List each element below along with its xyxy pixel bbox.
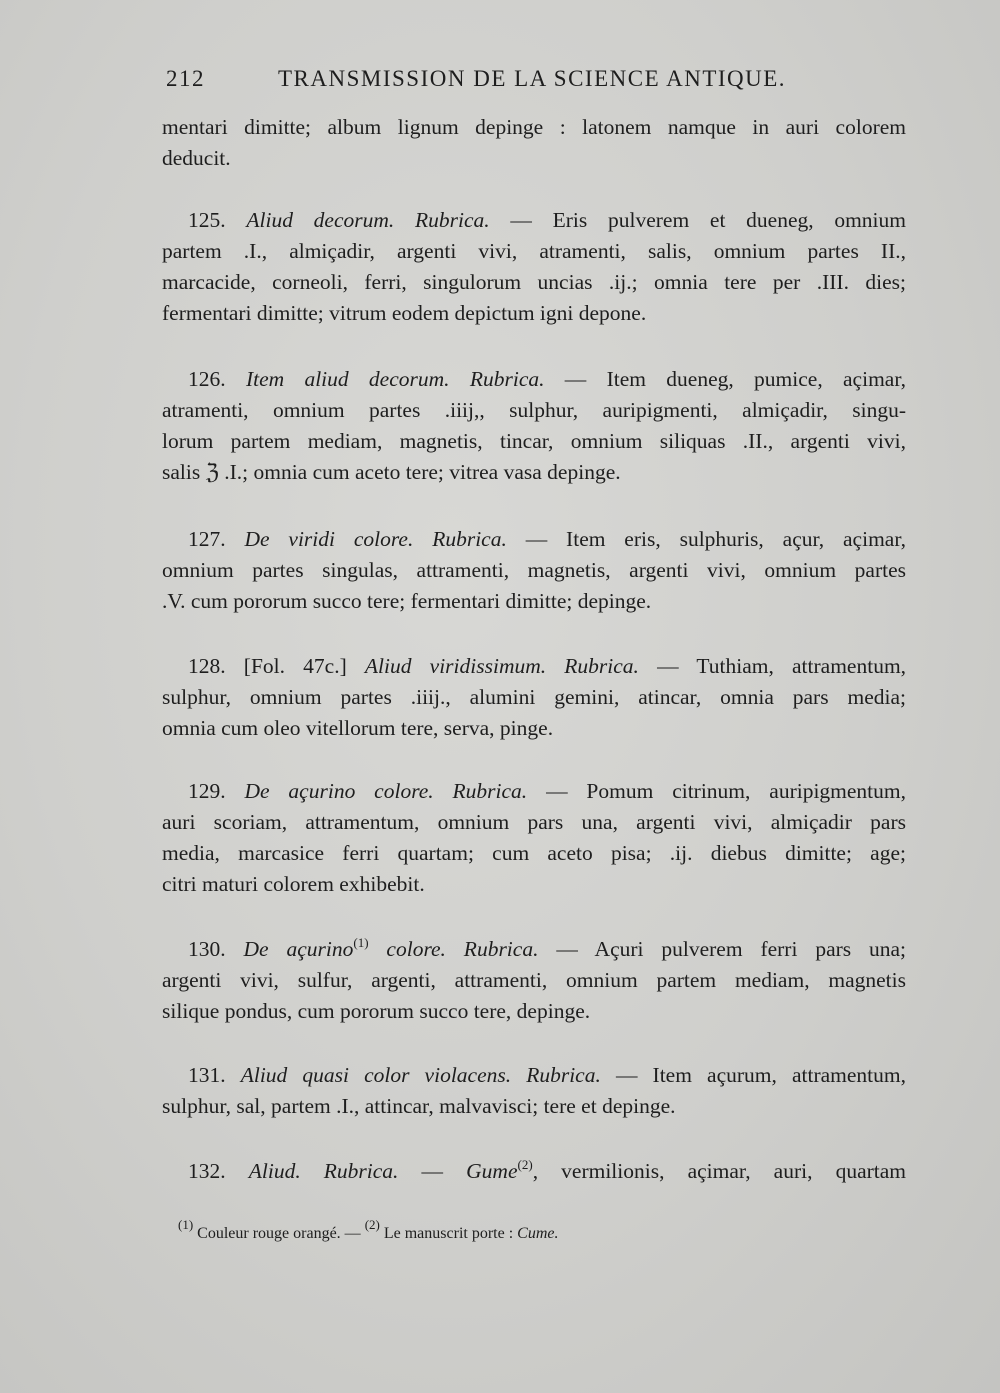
recipe-125 (162, 205, 906, 329)
text-line: silique pondus, cum pororum succo tere, depinge. (162, 999, 591, 1023)
text-line: omnia cum oleo vitellorum tere, serva, pinge. (162, 716, 554, 740)
recipe-text: — Açuri pulverem ferri pars una; (556, 937, 907, 961)
recipe-text: — Item açurum, attramentum, (615, 1063, 907, 1087)
running-header (166, 66, 802, 100)
recipe-number: 125. (188, 208, 226, 232)
footnote-reference: (2) (517, 1157, 533, 1172)
text-line: citri maturi colorem exhibebit. (162, 872, 425, 896)
text-line: sulphur, omnium partes .iiij., alumini gemini, atincar, omnia pars media; (162, 685, 906, 709)
footnote-italic: Cume. (517, 1225, 559, 1242)
footnote-marker: (2) (364, 1217, 380, 1232)
text-line (162, 934, 906, 965)
text-line (162, 651, 906, 682)
text-line (162, 1156, 906, 1187)
recipe-number: 127. (188, 527, 226, 551)
text-line (162, 205, 906, 236)
footnotes (178, 1217, 559, 1246)
recipe-text: — Eris pulverem et dueneg, omnium (510, 208, 907, 232)
recipe-130 (162, 934, 906, 1027)
recipe-text: — Pomum citrinum, auripigmentum, (546, 779, 907, 803)
footnote-marker: (1) (178, 1217, 194, 1232)
recipe-title-end: colore. Rubrica. (386, 937, 539, 961)
footnote-text: Couleur rouge orangé. — (197, 1225, 361, 1242)
text-line: sulphur, sal, partem .I., attincar, malvavisci; tere et depinge. (162, 1094, 676, 1118)
recipe-title: Aliud viridissimum. Rubrica. (364, 654, 639, 678)
recipe-term: Gume (466, 1159, 518, 1183)
recipe-131 (162, 1060, 906, 1122)
recipe-title: Aliud decorum. Rubrica. (246, 208, 490, 232)
recipe-126 (162, 364, 906, 488)
text-line: marcacide, corneoli, ferri, singulorum uncias .ij.; omnia tere per .III. dies; (162, 270, 906, 294)
text-line: omnium partes singulas, attramenti, magnetis, argenti vivi, omnium partes (162, 558, 906, 582)
text-line (162, 776, 906, 807)
text-line: partem .I., almiçadir, argenti vivi, atramenti, salis, omnium partes II., (162, 239, 906, 263)
recipe-132 (162, 1156, 906, 1187)
text-line (162, 364, 906, 395)
recipe-dash: — (421, 1159, 444, 1183)
recipe-title: Aliud quasi color violacens. Rubrica. (240, 1063, 601, 1087)
text-line: lorum partem mediam, magnetis, tincar, omnium siliquas .II., argenti vivi, (162, 429, 906, 453)
text-line: mentari dimitte; album lignum depinge : latonem namque in auri colorem (162, 115, 906, 139)
recipe-title: Aliud. Rubrica. (248, 1159, 399, 1183)
recipe-title: De viridi colore. Rubrica. (244, 527, 507, 551)
text-line: fermentari dimitte; vitrum eodem depictum igni depone. (162, 301, 647, 325)
recipe-text: , vermilionis, açimar, auri, quartam (532, 1159, 907, 1183)
recipe-title: De açurino colore. Rubrica. (244, 779, 528, 803)
recipe-number: 129. (188, 779, 226, 803)
running-title: TRANSMISSION DE LA SCIENCE ANTIQUE. (278, 66, 787, 91)
recipe-128 (162, 651, 906, 744)
text-line (162, 1060, 906, 1091)
text-line: auri scoriam, attramentum, omnium pars una, argenti vivi, almiçadir pars (162, 810, 906, 834)
recipe-text: — Item eris, sulphuris, açur, açimar, (525, 527, 907, 551)
text-line: .V. cum pororum succo tere; fermentari dimitte; depinge. (162, 589, 652, 613)
recipe-129 (162, 776, 906, 900)
recipe-number: 132. (188, 1159, 226, 1183)
recipe-title: Item aliud decorum. Rubrica. (245, 367, 545, 391)
footnote-reference: (1) (353, 935, 369, 950)
text-line: atramenti, omnium partes .iiij,, sulphur, auripigmenti, almiçadir, singu- (162, 398, 906, 422)
text-line: salis ℨ .I.; omnia cum aceto tere; vitrea vasa depinge. (162, 460, 621, 484)
text-line: deducit. (162, 146, 231, 170)
recipe-text: — Tuthiam, attramentum, (657, 654, 907, 678)
recipe-127 (162, 524, 906, 617)
text-line: argenti vivi, sulfur, argenti, attramenti, omnium partem mediam, magnetis (162, 968, 906, 992)
recipe-number: 126. (188, 367, 226, 391)
recipe-number: 131. (188, 1063, 226, 1087)
paragraph-continuation (162, 112, 906, 174)
recipe-title: De açurino (243, 937, 354, 961)
recipe-number: 128. (188, 654, 226, 678)
recipe-text: — Item dueneg, pumice, açimar, (564, 367, 907, 391)
footnote-text: Le manuscrit porte : (383, 1225, 514, 1242)
folio-reference: [Fol. 47c.] (243, 654, 347, 678)
text-line: media, marcasice ferri quartam; cum aceto pisa; .ij. diebus dimitte; age; (162, 841, 906, 865)
text-line (162, 524, 906, 555)
recipe-number: 130. (188, 937, 226, 961)
page-number: 212 (166, 66, 205, 91)
